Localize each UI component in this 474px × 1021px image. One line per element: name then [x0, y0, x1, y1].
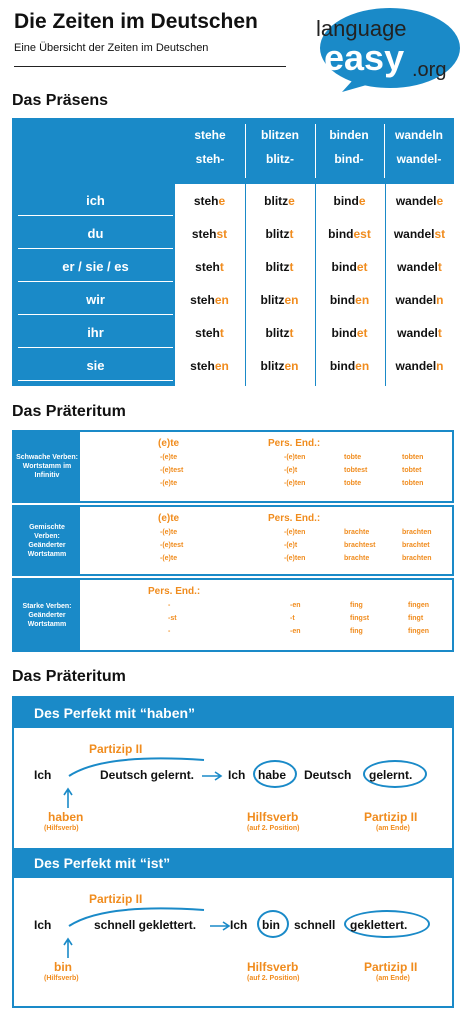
- verb-ending: et: [356, 260, 368, 274]
- header-divider: [245, 124, 246, 178]
- example-form: brachtest: [344, 542, 376, 549]
- phrase-text: Deutsch gelernt.: [100, 768, 195, 782]
- verb-ending: e: [218, 194, 226, 208]
- verb-ending: en: [284, 359, 299, 373]
- header-divider: [315, 124, 316, 178]
- pronoun-cell: ihr: [18, 318, 173, 348]
- conjugated-form: [315, 351, 384, 381]
- praesens-table: [12, 118, 454, 386]
- verb-stem: bind: [329, 359, 356, 373]
- ending-row: -(e)t: [284, 467, 298, 474]
- endings-heading: Pers. End.:: [268, 438, 321, 449]
- verb-stem: blitz: [265, 260, 290, 274]
- conjugated-form: [245, 351, 314, 381]
- section-title-praeteritum: Das Präteritum: [12, 403, 126, 420]
- verb-stem: wandel: [397, 260, 438, 274]
- verb-stem: blitz: [260, 359, 285, 373]
- arrow-right-icon: [202, 770, 226, 782]
- partizip-label: Partizip II: [89, 892, 143, 906]
- hilfsverb-note: (auf 2. Position): [247, 825, 300, 832]
- ending-row: -(e)ten: [284, 555, 306, 562]
- verb-ending: e: [436, 194, 444, 208]
- header-divider: [14, 66, 286, 67]
- ending-row: -: [168, 628, 171, 635]
- perfekt-box: [12, 696, 454, 1008]
- verb-stem: bind: [331, 260, 357, 274]
- conjugated-form: [315, 186, 384, 216]
- conjugated-form: [385, 351, 454, 381]
- endings-heading: Pers. End.:: [148, 586, 201, 597]
- verb-stem: bind: [331, 326, 357, 340]
- section-title-perfekt: Das Präteritum: [12, 668, 126, 685]
- example-form: fing: [350, 602, 363, 609]
- endings-heading: Pers. End.:: [268, 513, 321, 524]
- example-form: tobte: [344, 454, 362, 461]
- pronoun-cell: wir: [18, 285, 173, 315]
- group-label: Starke Verben: Geänderter Wortstamm: [14, 580, 80, 650]
- verb-stem: steh: [190, 359, 215, 373]
- suffix-row: -(e)te: [160, 555, 178, 562]
- verb-ending: en: [355, 359, 370, 373]
- example-form: fingen: [408, 628, 429, 635]
- verb-ending: t: [219, 326, 224, 340]
- verb-ending: st: [434, 227, 446, 241]
- verb-stem: bind: [329, 293, 356, 307]
- verb-stem: bind: [333, 194, 359, 208]
- ending-row: -(e)t: [284, 542, 298, 549]
- suffix-heading: (e)te: [158, 438, 180, 449]
- hilfsverb-note: (auf 2. Position): [247, 975, 300, 982]
- example-form: tobtest: [344, 467, 368, 474]
- perfekt-bar: Des Perfekt mit “ist”: [14, 848, 452, 878]
- suffix-heading: (e)te: [158, 513, 180, 524]
- verb-ending: en: [355, 293, 370, 307]
- conjugated-form: [175, 252, 244, 282]
- verb-stem: steh: [193, 194, 219, 208]
- conjugated-form: [175, 351, 244, 381]
- example-form: brachte: [344, 529, 370, 536]
- example-form: fing: [350, 628, 363, 635]
- verb-stem: blitz: [265, 326, 290, 340]
- pronoun-cell: sie: [18, 351, 173, 381]
- conjugation-grid: [175, 184, 454, 386]
- suffix-row: -(e)test: [160, 467, 184, 474]
- header-divider: [454, 124, 455, 178]
- conjugated-form: [315, 318, 384, 348]
- infinitive-label: haben: [48, 810, 84, 824]
- auxiliary-verb: bin: [262, 918, 280, 932]
- section-title-praesens: Das Präsens: [12, 92, 109, 109]
- perfekt-bar: Des Perfekt mit “haben”: [14, 698, 452, 728]
- praeteritum-group: [12, 430, 454, 503]
- conjugated-form: [385, 318, 454, 348]
- verb-ending: en: [214, 293, 229, 307]
- suffix-row: -(e)te: [160, 480, 178, 487]
- suffix-row: -(e)test: [160, 542, 184, 549]
- conjugated-form: [315, 219, 384, 249]
- verb-stem: wandel: [395, 194, 437, 208]
- verb-stem-header: blitz-: [266, 152, 294, 166]
- pronoun-cell: du: [18, 219, 173, 249]
- phrase-text: schnell geklettert.: [94, 918, 197, 932]
- verb-ending: en: [284, 293, 299, 307]
- conjugated-form: [175, 186, 244, 216]
- verb-ending: t: [289, 326, 294, 340]
- verb-ending: t: [219, 260, 224, 274]
- pronoun-cell: ich: [18, 186, 173, 216]
- verb-stem: wandel: [395, 359, 437, 373]
- verb-ending: t: [437, 326, 442, 340]
- logo-text-language: language: [316, 16, 407, 41]
- suffix-row: -(e)te: [160, 529, 178, 536]
- verb-ending: en: [214, 359, 229, 373]
- arrow-up-icon: [62, 936, 74, 960]
- verb-ending: et: [356, 326, 368, 340]
- hilfsverb-label: Hilfsverb: [247, 960, 299, 974]
- suffix-row: -(e)te: [160, 454, 178, 461]
- conjugated-form: [245, 219, 314, 249]
- conjugated-form: [245, 186, 314, 216]
- page-title: Die Zeiten im Deutschen: [14, 10, 258, 33]
- conjugated-form: [385, 219, 454, 249]
- example-form: brachtet: [402, 542, 430, 549]
- praeteritum-group: [12, 578, 454, 652]
- verb-ending: st: [216, 227, 228, 241]
- conjugated-form: [385, 285, 454, 315]
- ending-row: -: [168, 602, 171, 609]
- conjugated-form: [175, 219, 244, 249]
- verb-ending: est: [353, 227, 371, 241]
- example-form: fingt: [408, 615, 424, 622]
- partizip2-note: (am Ende): [376, 975, 410, 982]
- auxiliary-verb: habe: [258, 768, 287, 782]
- ending-row: -st: [168, 615, 177, 622]
- partizip-label: Partizip II: [89, 742, 143, 756]
- verb-stem: steh: [191, 227, 217, 241]
- verb-stem: bind: [328, 227, 354, 241]
- conjugated-form: [245, 285, 314, 315]
- conjugated-form: [385, 186, 454, 216]
- infinitive-note: (Hilfsverb): [44, 825, 79, 832]
- participle-text: gelernt.: [369, 768, 413, 782]
- conjugated-form: [385, 252, 454, 282]
- subject-ich: Ich: [230, 918, 248, 932]
- praeteritum-group: [12, 505, 454, 576]
- participle-text: geklettert.: [350, 918, 408, 932]
- example-form: tobten: [402, 480, 424, 487]
- verb-stem-header: bind-: [334, 152, 364, 166]
- object-text: schnell: [294, 918, 336, 932]
- example-form: tobte: [344, 480, 362, 487]
- verb-ending: t: [289, 260, 294, 274]
- ending-row: -(e)ten: [284, 454, 306, 461]
- verb-ending: e: [288, 194, 295, 208]
- ending-row: -en: [290, 628, 301, 635]
- partizip2-label: Partizip II: [364, 960, 418, 974]
- ending-row: -(e)ten: [284, 480, 306, 487]
- verb-header: wandeln: [394, 128, 443, 142]
- infinitive-label: bin: [54, 960, 72, 974]
- ending-row: -t: [290, 615, 295, 622]
- verb-stem: wandel: [395, 293, 437, 307]
- verb-ending: e: [358, 194, 366, 208]
- verb-ending: t: [437, 260, 442, 274]
- verb-stem: steh: [195, 260, 220, 274]
- example-form: brachte: [344, 555, 370, 562]
- example-form: tobten: [402, 454, 424, 461]
- hilfsverb-label: Hilfsverb: [247, 810, 299, 824]
- ending-row: -en: [290, 602, 301, 609]
- infinitive-note: (Hilfsverb): [44, 975, 79, 982]
- verb-stem: wandel: [393, 227, 435, 241]
- example-form: brachten: [402, 555, 432, 562]
- conjugated-form: [175, 318, 244, 348]
- verb-stem: steh: [195, 326, 220, 340]
- logo-text-easy: easy: [324, 37, 405, 78]
- subject-ich: Ich: [228, 768, 246, 782]
- subject-ich: Ich: [34, 918, 52, 932]
- page-subtitle: Eine Übersicht der Zeiten im Deutschen: [14, 42, 209, 54]
- conjugated-form: [175, 285, 244, 315]
- verb-header: blitzen: [261, 128, 299, 142]
- header-divider: [384, 124, 385, 178]
- verb-stem: wandel: [397, 326, 438, 340]
- verb-ending: n: [436, 293, 444, 307]
- pronoun-cell: er / sie / es: [18, 252, 173, 282]
- verb-stem-header: wandel-: [396, 152, 442, 166]
- conjugated-form: [245, 252, 314, 282]
- example-form: fingen: [408, 602, 429, 609]
- object-text: Deutsch: [304, 768, 352, 782]
- example-form: fingst: [350, 615, 370, 622]
- example-form: tobtet: [402, 467, 422, 474]
- logo-text-org: .org: [412, 59, 447, 81]
- group-label: Schwache Verben: Wortstamm im Infinitiv: [14, 432, 80, 501]
- ending-row: -(e)ten: [284, 529, 306, 536]
- partizip2-note: (am Ende): [376, 825, 410, 832]
- group-label: Gemischte Verben: Geänderter Wortstamm: [14, 507, 80, 574]
- verb-stem-header: steh-: [195, 152, 225, 166]
- conjugated-form: [245, 318, 314, 348]
- language-easy-logo[interactable]: [312, 6, 462, 92]
- arrow-up-icon: [62, 786, 74, 810]
- verb-header: binden: [329, 128, 369, 142]
- verb-stem: blitz: [265, 227, 290, 241]
- verb-ending: n: [436, 359, 444, 373]
- verb-ending: t: [289, 227, 294, 241]
- verb-stem: blitz: [264, 194, 289, 208]
- conjugated-form: [315, 285, 384, 315]
- example-form: brachten: [402, 529, 432, 536]
- partizip2-label: Partizip II: [364, 810, 418, 824]
- verb-stem: blitz: [260, 293, 285, 307]
- verb-header: stehe: [194, 128, 226, 142]
- subject-ich: Ich: [34, 768, 52, 782]
- conjugated-form: [315, 252, 384, 282]
- verb-stem: steh: [190, 293, 215, 307]
